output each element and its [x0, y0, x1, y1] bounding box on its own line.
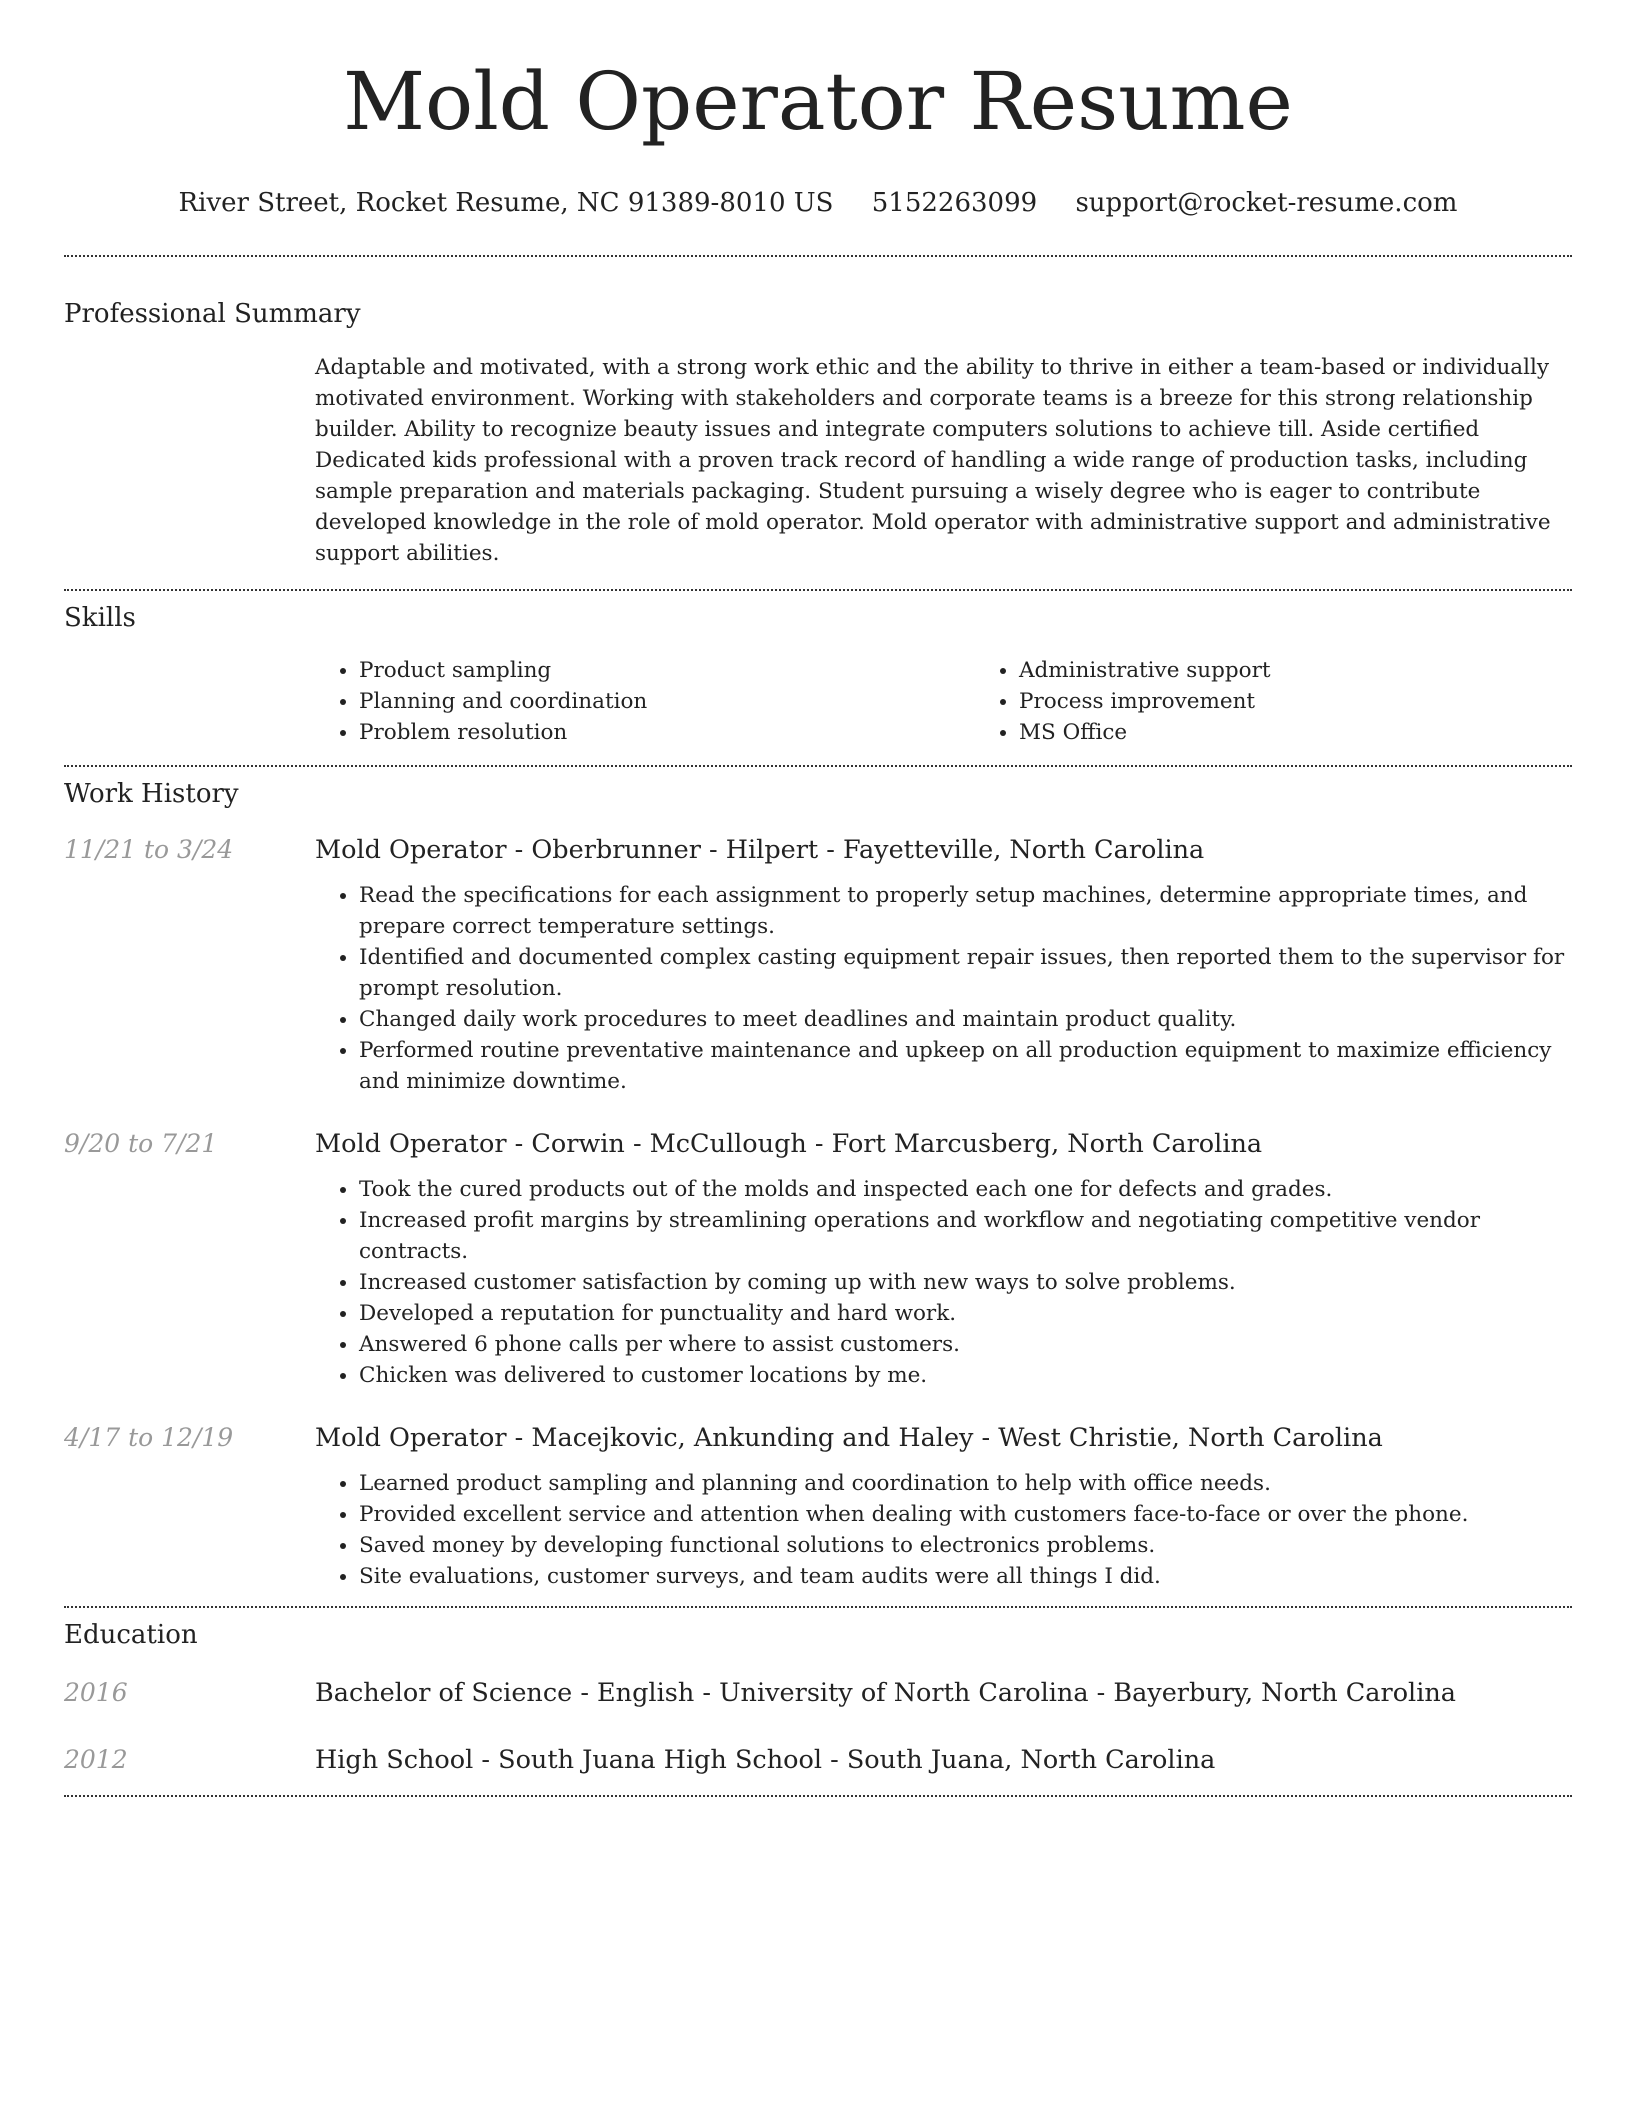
job-bullet: • Developed a reputation for punctuality and hard work. — [359, 1298, 1572, 1329]
job-bullet: • Answered 6 phone calls per where to assist customers. — [359, 1329, 1572, 1360]
job-bullet: • Performed routine preventative maintenance and upkeep on all production equipment to maximize efficiency and minimize downtime. — [359, 1035, 1572, 1097]
job-title: Mold Operator - Corwin - McCullough - Fort Marcusberg, North Carolina — [315, 1129, 1263, 1159]
job-bullet: • Increased profit margins by streamlining operations and workflow and negotiating competitive vendor contracts. — [359, 1205, 1572, 1267]
skill-item: • Administrative support — [1019, 655, 1632, 686]
work-heading: Work History — [64, 779, 239, 809]
skill-item: • MS Office — [1019, 717, 1632, 748]
education-year: 2012 — [64, 1745, 128, 1774]
resume-page — [64, 0, 1572, 1797]
skill-item: • Product sampling — [359, 655, 975, 686]
summary-section — [64, 297, 1572, 569]
education-entry — [64, 1676, 1572, 1710]
contact-address: River Street, Rocket Resume, NC 91389-8010 US — [178, 188, 834, 218]
skills-list-left — [315, 655, 975, 748]
job-dates: 4/17 to 12/19 — [64, 1423, 234, 1452]
job-bullet: • Learned product sampling and planning and coordination to help with office needs. — [359, 1468, 1572, 1499]
job-bullet: • Read the specifications for each assignment to properly setup machines, determine appropriate times, and prepare correct temperature settings. — [359, 880, 1572, 942]
divider — [64, 589, 1572, 591]
job-dates: 11/21 to 3/24 — [64, 835, 234, 864]
job-bullet: • Identified and documented complex casting equipment repair issues, then reported them to the supervisor for prompt resolution. — [359, 942, 1572, 1004]
summary-text: Adaptable and motivated, with a strong work ethic and the ability to thrive in either a team-based or individually motivated environment. Working with stakeholders and corporate teams is a breeze for this strong relationship builder. Ability to recognize beauty issues and integrate computers solutions to achieve till. Aside certified Dedicated kids professional with a proven track record of handling a wide range of production tasks, including sample preparation and materials packaging. Student pursuing a wisely degree who is eager to contribute developed knowledge in the role of mold operator. Mold operator with administrative support and administrative support abilities. — [315, 355, 1551, 566]
skills-section — [64, 601, 1572, 748]
skill-item: • Planning and coordination — [359, 686, 975, 717]
job-title: Mold Operator - Oberbrunner - Hilpert - Fayetteville, North Carolina — [315, 835, 1205, 865]
skill-item: • Process improvement — [1019, 686, 1632, 717]
job-bullet: • Provided excellent service and attention when dealing with customers face-to-face or over the phone. — [359, 1499, 1572, 1530]
education-entry — [64, 1743, 1572, 1777]
education-section — [64, 1618, 1572, 1777]
job-entry — [64, 833, 1572, 1097]
job-entry — [64, 1421, 1572, 1592]
job-bullet: • Changed daily work procedures to meet deadlines and maintain product quality. — [359, 1004, 1572, 1035]
job-bullets — [315, 880, 1572, 1097]
divider — [64, 765, 1572, 767]
skill-item: • Problem resolution — [359, 717, 975, 748]
education-detail: High School - South Juana High School - South Juana, North Carolina — [315, 1745, 1216, 1775]
job-bullet: • Took the cured products out of the molds and inspected each one for defects and grades. — [359, 1174, 1572, 1205]
job-bullet: • Site evaluations, customer surveys, and team audits were all things I did. — [359, 1561, 1572, 1592]
contact-email: support@rocket-resume.com — [1075, 188, 1458, 218]
job-bullets — [315, 1174, 1572, 1391]
skills-list-right — [975, 655, 1632, 748]
job-bullet: • Chicken was delivered to customer locations by me. — [359, 1360, 1572, 1391]
divider — [64, 1606, 1572, 1608]
contact-line — [64, 186, 1572, 220]
work-section — [64, 777, 1572, 1592]
education-year: 2016 — [64, 1678, 128, 1707]
job-bullets — [315, 1468, 1572, 1592]
job-title: Mold Operator - Macejkovic, Ankunding and Haley - West Christie, North Carolina — [315, 1423, 1383, 1453]
job-entry — [64, 1127, 1572, 1391]
job-bullet: • Increased customer satisfaction by coming up with new ways to solve problems. — [359, 1267, 1572, 1298]
contact-phone: 5152263099 — [871, 188, 1038, 218]
skills-heading: Skills — [64, 603, 136, 633]
job-dates: 9/20 to 7/21 — [64, 1129, 218, 1158]
summary-heading: Professional Summary — [64, 299, 361, 329]
page-title: Mold Operator Resume — [343, 55, 1293, 148]
divider — [64, 1795, 1572, 1797]
divider — [64, 255, 1572, 257]
education-heading: Education — [64, 1620, 198, 1650]
job-bullet: • Saved money by developing functional solutions to electronics problems. — [359, 1530, 1572, 1561]
education-detail: Bachelor of Science - English - University of North Carolina - Bayerbury, North Carolina — [315, 1678, 1456, 1708]
